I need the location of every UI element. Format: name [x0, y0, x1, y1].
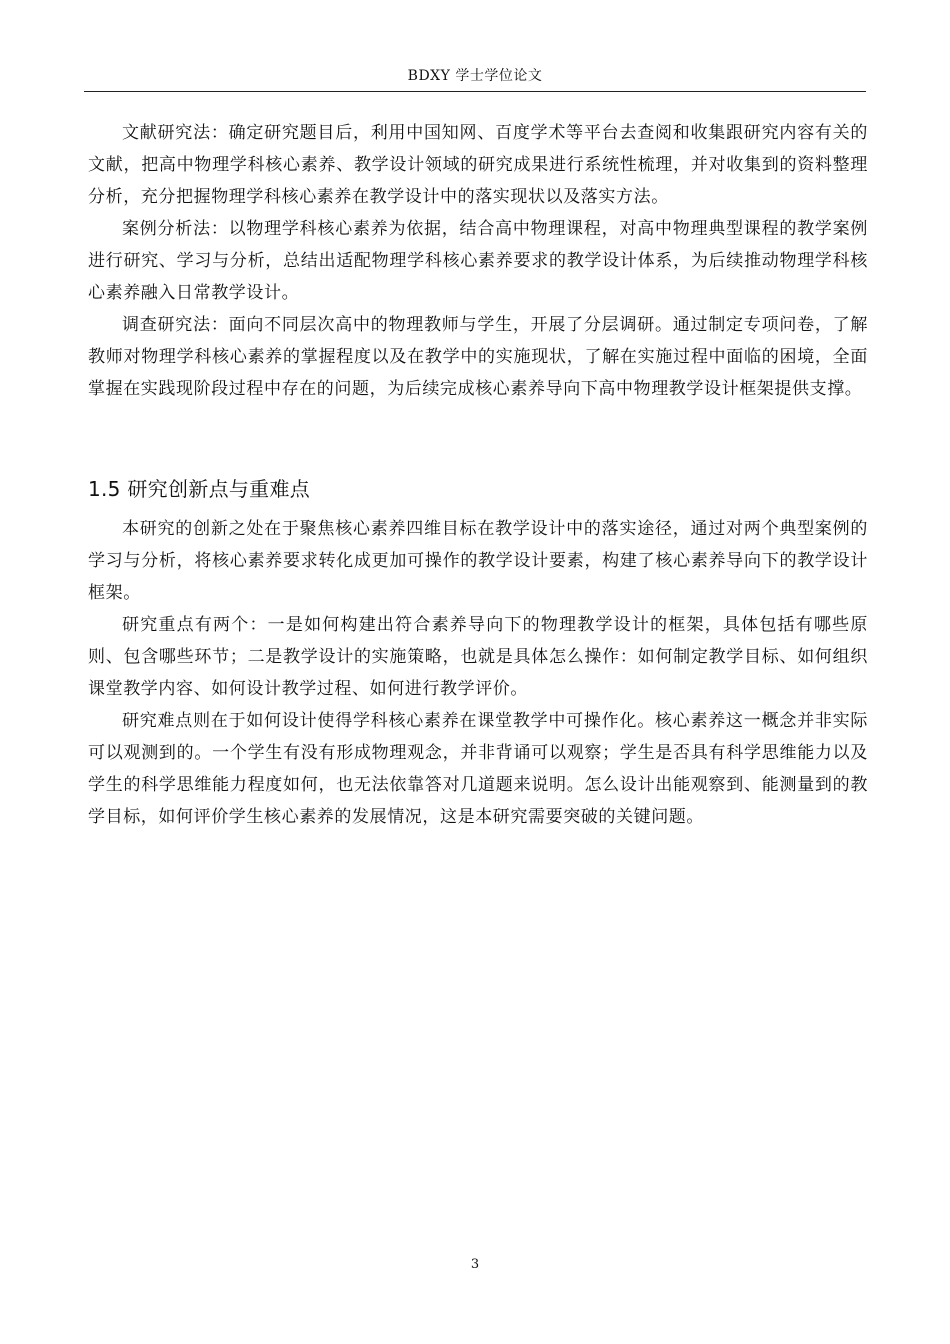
methods-section: [88, 117, 868, 405]
section-heading: 1.5 研究创新点与重难点: [88, 477, 311, 501]
survey-method-paragraph: 调查研究法：面向不同层次高中的物理教师与学生，开展了分层调研。通过制定专项问卷，了解教师对物理学科核心素养的掌握程度以及在教学中的实施现状，了解在实施过程中面临的困境，全面掌握在实践现阶段过程中存在的问题，为后续完成核心素养导向下高中物理教学设计框架提供支撑。: [88, 315, 868, 399]
case-analysis-paragraph: 案例分析法：以物理学科核心素养为依据，结合高中物理课程，对高中物理典型课程的教学案例进行研究、学习与分析，总结出适配物理学科核心素养要求的教学设计体系，为后续推动物理学科核心素养融入日常教学设计。: [88, 219, 868, 303]
page-header-title: BDXY 学士学位论文: [407, 68, 543, 84]
literature-method-paragraph: 文献研究法：确定研究题目后，利用中国知网、百度学术等平台去查阅和收集跟研究内容有关的文献，把高中物理学科核心素养、教学设计领域的研究成果进行系统性梳理，并对收集到的资料整理分析，充分把握物理学科核心素养在教学设计中的落实现状以及落实方法。: [88, 123, 868, 207]
research-difficulty-paragraph: 研究难点则在于如何设计使得学科核心素养在课堂教学中可操作化。核心素养这一概念并非实际可以观测到的。一个学生有没有形成物理观念，并非背诵可以观察；学生是否具有科学思维能力以及学生的科学思维能力程度如何，也无法依靠答对几道题来说明。怎么设计出能观察到、能测量到的教学目标，如何评价学生核心素养的发展情况，这是本研究需要突破的关键问题。: [88, 711, 868, 827]
innovation-paragraph: 本研究的创新之处在于聚焦核心素养四维目标在教学设计中的落实途径，通过对两个典型案例的学习与分析，将核心素养要求转化成更加可操作的教学设计要素，构建了核心素养导向下的教学设计框架。: [88, 519, 868, 603]
research-focus-paragraph: 研究重点有两个：一是如何构建出符合素养导向下的物理教学设计的框架，具体包括有哪些原则、包含哪些环节；二是教学设计的实施策略，也就是具体怎么操作：如何制定教学目标、如何组织课堂教学内容、如何设计教学过程、如何进行教学评价。: [88, 615, 868, 699]
innovation-section: [88, 513, 868, 833]
header-divider: [84, 91, 866, 92]
page-number: 3: [470, 1257, 480, 1272]
